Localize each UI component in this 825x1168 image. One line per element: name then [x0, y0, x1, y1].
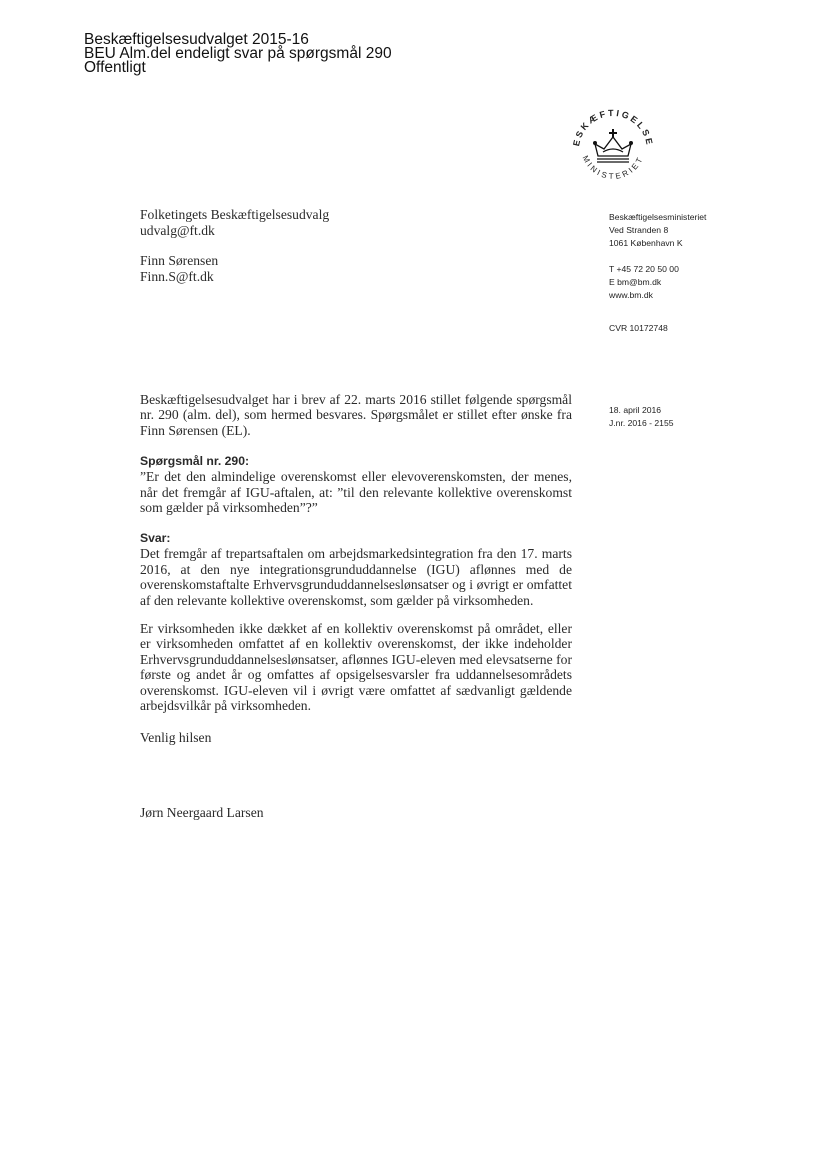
- committee-name: Folketingets Beskæftigelsesudvalg: [140, 207, 330, 222]
- sender-street: Ved Stranden 8: [609, 225, 669, 235]
- stamp-line-committee: Beskæftigelsesudvalget 2015-16: [84, 31, 309, 48]
- document-stamp: [84, 33, 392, 75]
- answer-paragraph-2: Er virksomheden ikke dækket af en kollektiv overenskomst på området, eller er virksomheden omfattet af en kollektiv overenskomst, der ikke indeholder Erhvervsgrunduddannelseslønsatser, aflønnes IGU-eleven med elevsatserne for første og andet år og omfattes af opsigelsesvarsler fra uddannelsesområdets overenskomst. IGU-eleven vil i øvrigt være omfattet af sædvanligt gældende arbejdsvilkår på virksomheden.: [140, 621, 572, 714]
- ministry-logo: [563, 100, 663, 195]
- committee-email: udvalg@ft.dk: [140, 223, 215, 238]
- question-text: ”Er det den almindelige overenskomst eller elevoverenskomsten, der menes, når det fremgår af IGU-aftalen, at: ”til den relevante kollektive overenskomst som gælder på virksomheden”?”: [140, 469, 572, 516]
- sender-phone: T +45 72 20 50 00: [609, 264, 679, 274]
- person-email: Finn.S@ft.dk: [140, 269, 214, 284]
- letter-body: [140, 392, 572, 714]
- date-reference-block: [609, 404, 674, 430]
- stamp-line-reference: BEU Alm.del endeligt svar på spørgsmål 290: [84, 45, 392, 62]
- sender-email: E bm@bm.dk: [609, 277, 662, 287]
- sender-web: www.bm.dk: [609, 290, 653, 300]
- intro-paragraph: Beskæftigelsesudvalget har i brev af 22. marts 2016 stillet følgende spørgsmål nr. 290 (alm. del), som hermed besvares. Spørgsmålet er stillet efter ønske fra Finn Sørensen (EL).: [140, 392, 572, 438]
- sender-cvr: CVR 10172748: [609, 323, 668, 333]
- letter-date: 18. april 2016: [609, 405, 662, 415]
- closing-greeting: Venlig hilsen: [140, 730, 212, 745]
- question-heading: Spørgsmål nr. 290:: [140, 454, 250, 469]
- answer-paragraph-1: Det fremgår af trepartsaftalen om arbejdsmarkedsintegration fra den 17. marts 2016, at den nye integrationsgrunduddannelse (IGU) aflønnes med de overenskomstaftalte Erhvervsgrunduddannelseslønsatser og i øvrigt er omfattet af den relevante kollektive overenskomst, som gælder på virksomheden.: [140, 546, 572, 608]
- signature-name: Jørn Neergaard Larsen: [140, 805, 264, 820]
- recipient-block: [140, 207, 329, 299]
- journal-number: J.nr. 2016 - 2155: [609, 418, 674, 428]
- sender-city: 1061 København K: [609, 238, 683, 248]
- person-name: Finn Sørensen: [140, 253, 219, 268]
- sender-block: [609, 211, 706, 335]
- stamp-line-status: Offentligt: [84, 59, 146, 76]
- crown-icon: [563, 100, 663, 195]
- person-recipient: [140, 253, 329, 285]
- svg-text:MINISTERIET: MINISTERIET: [580, 154, 646, 181]
- svg-text:BESKÆFTIGELSES: ESKÆFTIGELSE: [571, 107, 655, 148]
- answer-heading: Svar:: [140, 531, 171, 546]
- sender-name: Beskæftigelsesministeriet: [609, 212, 707, 222]
- committee-recipient: [140, 207, 329, 239]
